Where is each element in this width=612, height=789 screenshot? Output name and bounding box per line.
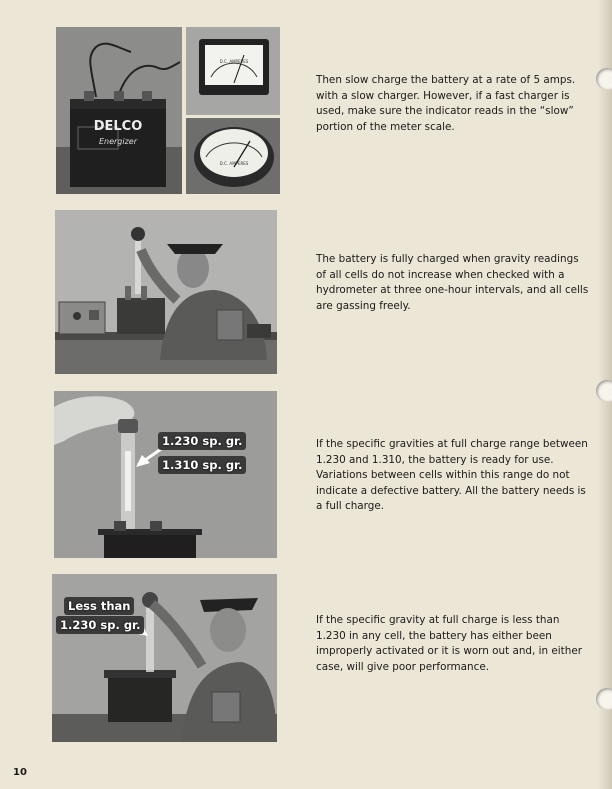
label-gravity-below-1230: 1.230 sp. gr. <box>56 616 144 634</box>
battery-brand-text: DELCO <box>93 119 143 134</box>
meter-top-label: D.C. AMPERES <box>219 59 249 64</box>
page-number: 10 <box>13 767 27 778</box>
photo-hydrometer-check <box>55 210 277 374</box>
binder-hole <box>596 68 612 90</box>
battery-model-text: Energizer <box>98 137 138 146</box>
binder-hole <box>596 380 612 402</box>
caption-gravity-range: If the specific gravities at full charge range between 1.230 and 1.310, the battery is ready for use. Variations between cells within this range do not indicate a defective battery. All the battery needs is a full charge. <box>316 438 588 513</box>
photo-gravity-range <box>54 391 277 558</box>
label-gravity-1310: 1.310 sp. gr. <box>158 456 246 474</box>
photo-battery-charging <box>56 27 280 194</box>
label-gravity-1230: 1.230 sp. gr. <box>158 432 246 450</box>
meter-bottom-label: D.C. AMPERES <box>219 161 249 166</box>
caption-slow-charge: Then slow charge the battery at a rate of 5 amps. with a slow charger. However, if a fast charger is used, make sure the indicator reads in the “slow” portion of the meter scale. <box>316 74 576 133</box>
caption-fully-charged: The battery is fully charged when gravity readings of all cells do not increase when checked with a hydrometer at three one-hour intervals, and all cells are gassing freely. <box>316 253 589 312</box>
binder-hole <box>596 688 612 710</box>
label-less-than: Less than <box>64 597 134 615</box>
caption-poor-performance: If the specific gravity at full charge is less than 1.230 in any cell, the battery has either been improperly activated or it is worn out and, in either case, will give poor performance. <box>316 614 583 673</box>
